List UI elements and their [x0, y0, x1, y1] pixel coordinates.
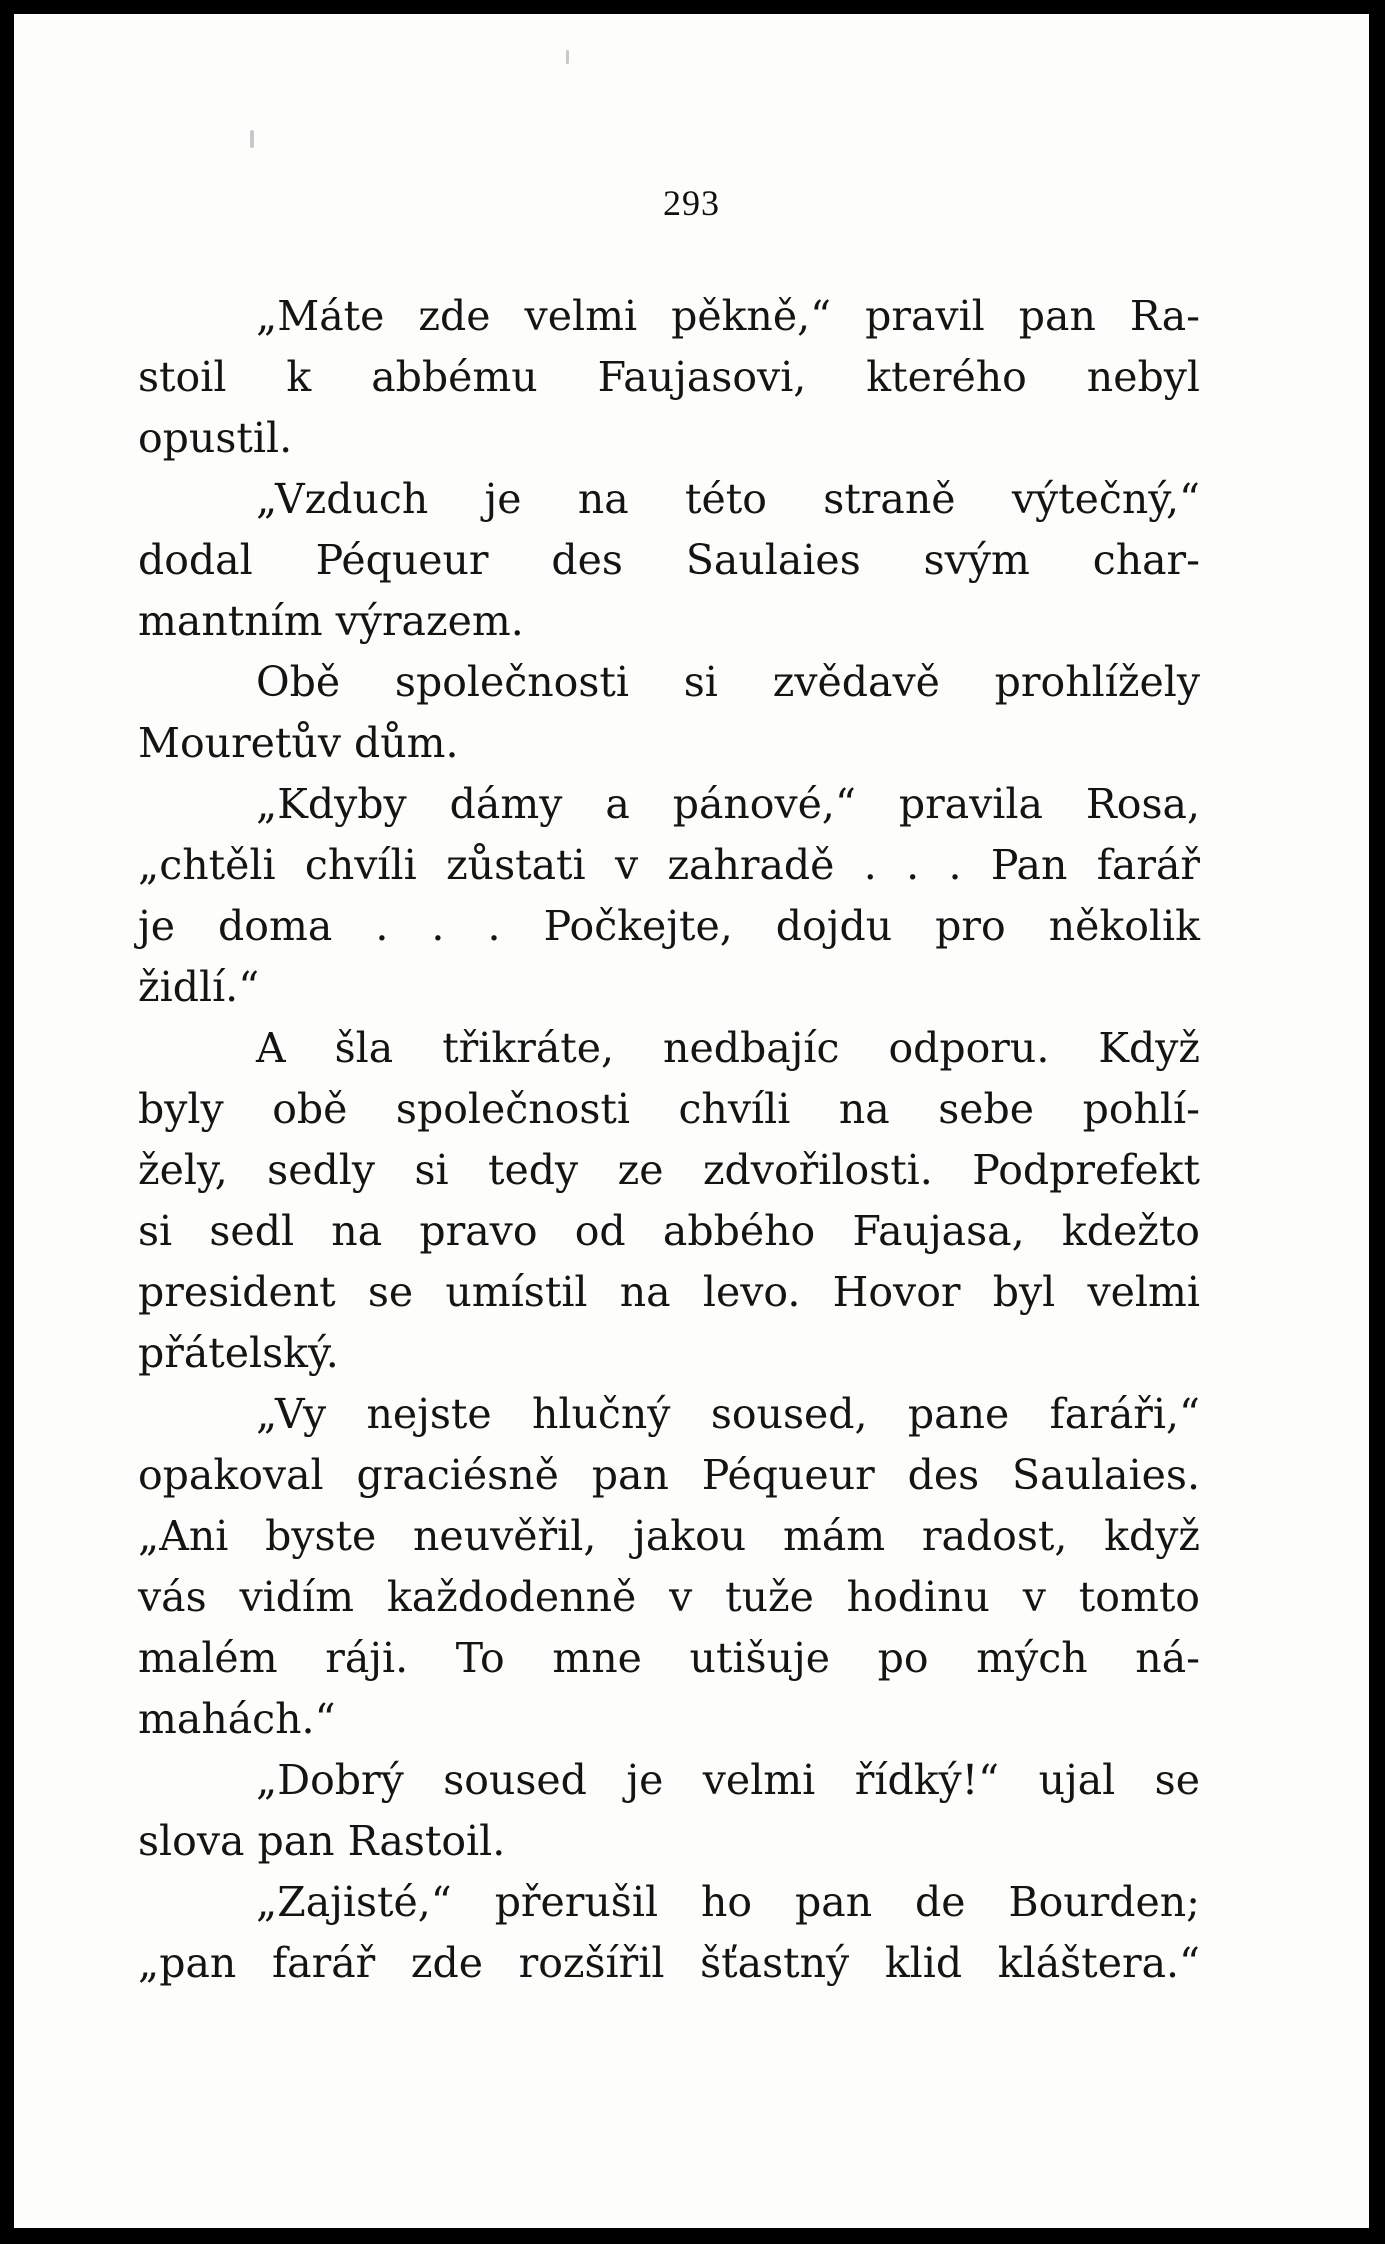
- text-line: stoil k abbému Faujasovi, kterého nebyl: [138, 353, 1200, 401]
- text-line: je doma . . . Počkejte, dojdu pro několik: [138, 902, 1200, 950]
- text-line: mahách.“: [138, 1695, 336, 1743]
- text-line: „chtěli chvíli zůstati v zahradě . . . Pan farář: [138, 841, 1200, 889]
- text-line: „pan farář zde rozšířil šťastný klid kláštera.“: [138, 1939, 1200, 1987]
- text-line: opakoval graciésně pan Péqueur des Saulaies.: [138, 1451, 1200, 1499]
- text-line: A šla třikráte, nedbajíc odporu. Když: [256, 1024, 1200, 1072]
- text-line: „Máte zde velmi pěkně,“ pravil pan Ra-: [256, 292, 1200, 340]
- text-line: židlí.“: [138, 963, 260, 1011]
- page-number: 293: [663, 183, 720, 223]
- text-line: si sedl na pravo od abbého Faujasa, kdežto: [138, 1207, 1200, 1255]
- text-line: mantním výrazem.: [138, 597, 524, 645]
- text-line: malém ráji. To mne utišuje po mých ná-: [138, 1634, 1200, 1682]
- text-line: slova pan Rastoil.: [138, 1817, 506, 1865]
- text-line: opustil.: [138, 414, 293, 462]
- text-line: „Dobrý soused je velmi řídký!“ ujal se: [256, 1756, 1200, 1804]
- text-line: president se umístil na levo. Hovor byl velmi: [138, 1268, 1200, 1316]
- scan-speck: [566, 50, 569, 64]
- text-line: „Vzduch je na této straně výtečný,“: [256, 475, 1200, 523]
- text-line: přátelský.: [138, 1329, 339, 1377]
- book-page: [14, 14, 1369, 2228]
- text-line: „Vy nejste hlučný soused, pane faráři,“: [256, 1390, 1200, 1438]
- text-line: „Kdyby dámy a pánové,“ pravila Rosa,: [256, 780, 1200, 828]
- text-line: dodal Péqueur des Saulaies svým char-: [138, 536, 1200, 584]
- text-line: „Ani byste neuvěřil, jakou mám radost, když: [138, 1512, 1200, 1560]
- text-line: byly obě společnosti chvíli na sebe pohlí-: [138, 1085, 1200, 1133]
- text-line: „Zajisté,“ přerušil ho pan de Bourden;: [256, 1878, 1200, 1926]
- text-line: Obě společnosti si zvědavě prohlížely: [256, 658, 1200, 706]
- text-line: žely, sedly si tedy ze zdvořilosti. Podprefekt: [138, 1146, 1200, 1194]
- text-line: vás vidím každodenně v tuže hodinu v tomto: [138, 1573, 1200, 1621]
- page-body-text: [138, 286, 1200, 1994]
- scan-speck: [250, 130, 254, 148]
- text-line: Mouretův dům.: [138, 719, 459, 767]
